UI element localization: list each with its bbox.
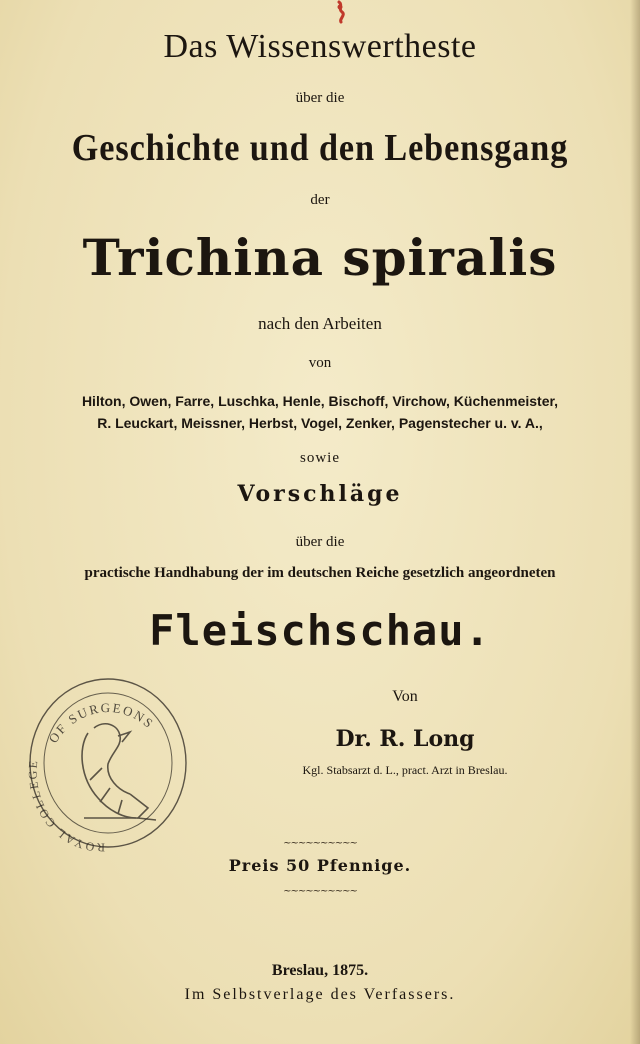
title-line-4: der bbox=[310, 192, 330, 208]
place-year: Breslau, 1875. bbox=[271, 962, 369, 979]
title-line-14: Fleischschau. bbox=[149, 606, 491, 655]
title-line-1: Das Wissenswertheste bbox=[163, 28, 477, 65]
title-line-11: Vorschläge bbox=[237, 481, 403, 507]
title-line-13: practische Handhabung der im deutschen Reiche gesetzlich angeordneten bbox=[84, 565, 556, 581]
svg-text:OF SURGEONS bbox=[45, 700, 157, 746]
author-name: Dr. R. Long bbox=[335, 726, 475, 752]
ornament-bottom: ~~~~~~~~~~ bbox=[283, 886, 357, 897]
title-line-2: über die bbox=[295, 90, 345, 106]
title-line-12: über die bbox=[295, 534, 345, 550]
title-line-6: nach den Arbeiten bbox=[258, 314, 382, 333]
by-label: Von bbox=[392, 688, 418, 705]
title-line-7: von bbox=[308, 355, 332, 371]
title-line-3: Geschichte und den Lebensgang bbox=[71, 127, 569, 169]
price: Preis 50 Pfennige. bbox=[228, 856, 412, 875]
publisher: Im Selbstverlage des Verfassers. bbox=[184, 986, 456, 1003]
stamp-left-text: ROYAL COLLEGE bbox=[25, 758, 106, 855]
stamp-top-text: OF SURGEONS bbox=[45, 700, 158, 746]
ornament-top: ~~~~~~~~~~ bbox=[283, 838, 357, 849]
eagle-crest-icon bbox=[82, 724, 156, 820]
page-edge-shadow bbox=[630, 0, 640, 1044]
author-title: Kgl. Stabsarzt d. L., pract. Arzt in Breslau. bbox=[302, 763, 508, 777]
red-ink-mark-icon bbox=[330, 0, 352, 24]
main-title: Trichina spiralis bbox=[82, 228, 558, 287]
title-line-10: sowie bbox=[300, 450, 340, 466]
authors-line-2: R. Leuckart, Meissner, Herbst, Vogel, Zenker, Pagenstecher u. v. A., bbox=[97, 415, 543, 431]
authors-line-1: Hilton, Owen, Farre, Luschka, Henle, Bischoff, Virchow, Küchenmeister, bbox=[81, 393, 559, 409]
